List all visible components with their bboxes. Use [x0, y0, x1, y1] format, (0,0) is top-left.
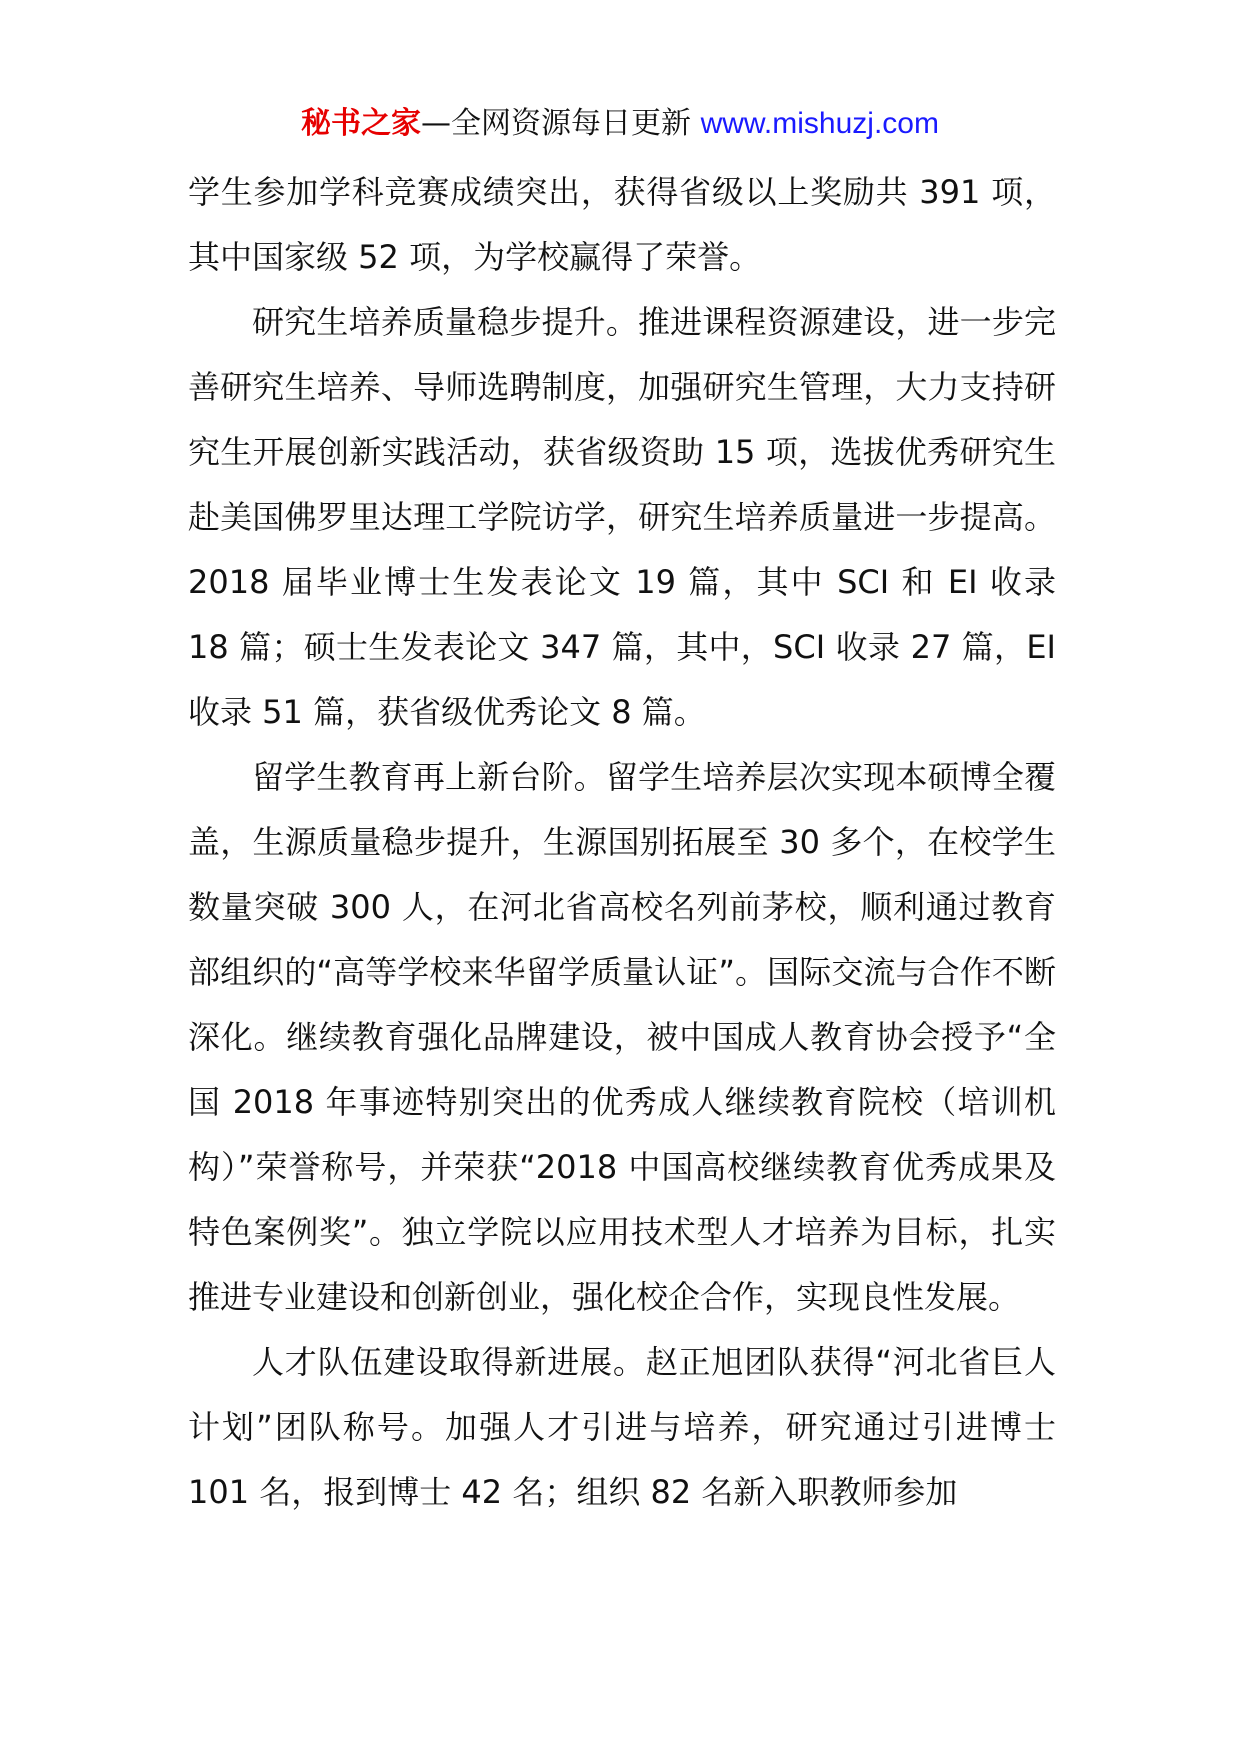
- paragraph-competition-awards: 学生参加学科竞赛成绩突出，获得省级以上奖励共 391 项，其中国家级 52 项，为学校赢得了荣誉。: [188, 173, 1056, 276]
- paragraph-talent-team: 人才队伍建设取得新进展。赵正旭团队获得“河北省巨人计划”团队称号。加强人才引进与培养，研究通过引进博士 101 名，报到博士 42 名；组织 82 名新入职教师参加: [188, 1343, 1056, 1511]
- header-tagline: —全网资源每日更新: [421, 106, 701, 141]
- document-body: [188, 160, 1056, 1525]
- brand-name: 秘书之家: [301, 106, 422, 141]
- paragraph-international-students: 留学生教育再上新台阶。留学生培养层次实现本硕博全覆盖，生源质量稳步提升，生源国别拓展至 30 多个，在校学生数量突破 300 人，在河北省高校名列前茅校，顺利通过教育部组织的“高等学校来华留学质量认证”。国际交流与合作不断深化。继续教育强化品牌建设，被中国成人教育协会授予“全国 2018 年事迹特别突出的优秀成人继续教育院校（培训机构）”荣誉称号，并荣获“2018 中国高校继续教育优秀成果及特色案例奖”。独立学院以应用技术型人才培养为目标，扎实推进专业建设和创新创业，强化校企合作，实现良性发展。: [188, 758, 1056, 1316]
- paragraph-graduate-training: 研究生培养质量稳步提升。推进课程资源建设，进一步完善研究生培养、导师选聘制度，加强研究生管理，大力支持研究生开展创新实践活动，获省级资助 15 项，选拔优秀研究生赴美国佛罗里达理工学院访学，研究生培养质量进一步提高。2018 届毕业博士生发表论文 19 篇，其中 SCI 和 EI 收录 18 篇；硕士生发表论文 347 篇，其中，SCI 收录 27 篇，EI 收录 51 篇，获省级优秀论文 8 篇。: [188, 303, 1056, 731]
- site-header: [0, 104, 1240, 144]
- site-url-link[interactable]: www.mishuzj.com: [700, 107, 939, 140]
